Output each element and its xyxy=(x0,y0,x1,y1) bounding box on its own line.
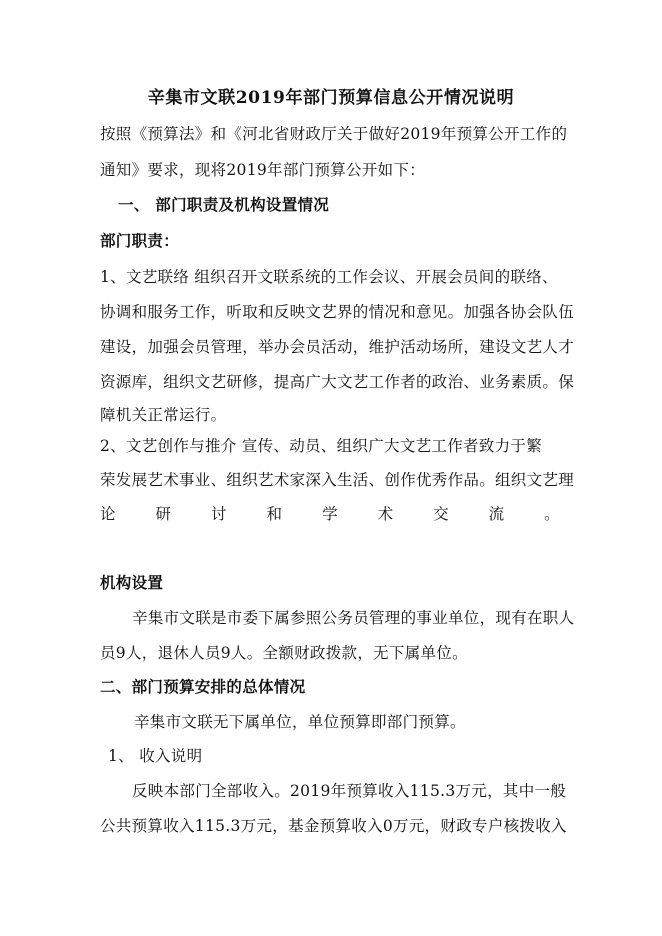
char: 和 xyxy=(266,505,283,523)
intro-line-2: 通知》要求，现将2019年部门预算公开如下： xyxy=(100,161,426,179)
duty-2-line-2: 荣发展艺术事业、组织艺术家深入生活、创作优秀作品。组织文艺理 xyxy=(100,471,575,489)
duty-1-line-3: 建设，加强会员管理，举办会员活动，维护活动场所，建设文艺人才 xyxy=(100,338,575,356)
char: 讨 xyxy=(211,505,227,523)
org-line-2: 员9人，退休人员9人。全额财政拨款，无下属单位。 xyxy=(100,644,468,662)
duty-1-line-1: 1、文艺联络 组织召开文联系统的工作会议、开展会员间的联络、 xyxy=(100,268,558,286)
char: 流 xyxy=(488,505,505,523)
char: 交 xyxy=(433,505,449,523)
duty-1-line-5: 障机关正常运行。 xyxy=(100,406,227,424)
char: 术 xyxy=(377,505,394,523)
duty-1-line-2: 协调和服务工作，听取和反映文艺界的情况和意见。加强各协会队伍 xyxy=(100,303,575,321)
income-line-2: 公共预算收入115.3万元，基金预算收入0万元，财政专户核拨收入 xyxy=(100,817,567,835)
section-2-heading: 二、部门预算安排的总体情况 xyxy=(100,677,306,696)
duty-2-line-3 xyxy=(100,504,560,524)
duty-1-line-4: 资源库，组织文艺研修，提高广大文艺工作者的政治、业务素质。保 xyxy=(100,373,575,391)
org-line-1: 辛集市文联是市委下属参照公务员管理的事业单位，现有在职人 xyxy=(132,609,575,627)
duty-2-line-1: 2、文艺创作与推介 宣传、动员、组织广大文艺工作者致力于繁 xyxy=(100,437,542,455)
duty-heading: 部门职责： xyxy=(100,231,180,250)
char: 研 xyxy=(155,505,172,523)
intro-line-1: 按照《预算法》和《河北省财政厅关于做好2019年预算公开工作的 xyxy=(100,125,568,143)
income-heading: 1、 收入说明 xyxy=(108,747,203,765)
char: 。 xyxy=(544,505,560,523)
char: 论 xyxy=(100,505,116,523)
document-title: 辛集市文联2019年部门预算信息公开情况说明 xyxy=(147,88,515,108)
char: 学 xyxy=(322,505,338,523)
section-1-heading: 一、 部门职责及机构设置情况 xyxy=(118,195,330,214)
org-heading: 机构设置 xyxy=(100,573,164,592)
section-2-text: 辛集市文联无下属单位，单位预算即部门预算。 xyxy=(134,713,466,731)
income-line-1: 反映本部门全部收入。2019年预算收入115.3万元，其中一般 xyxy=(132,782,567,800)
